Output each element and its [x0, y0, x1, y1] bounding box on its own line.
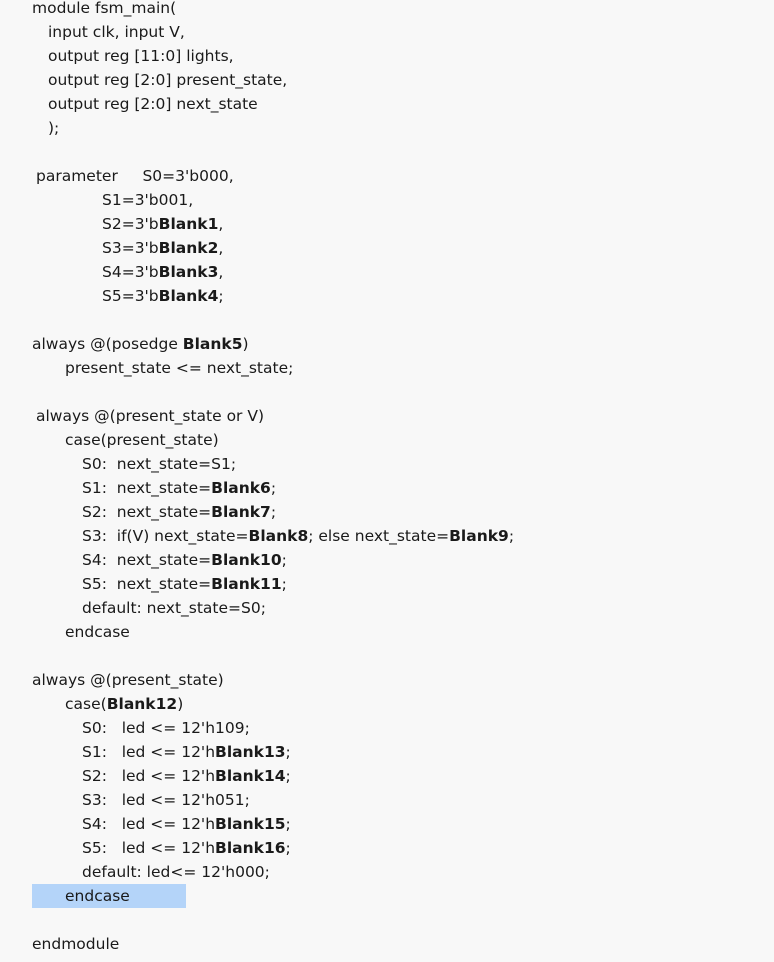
code-token: always @(posedge — [32, 335, 183, 353]
code-token: ; — [285, 767, 291, 785]
code-line-text — [65, 887, 130, 905]
code-line-text — [36, 167, 234, 185]
code-token: ; — [270, 479, 277, 497]
code-token: ; — [281, 551, 287, 569]
code-line[interactable] — [0, 740, 774, 764]
blank-placeholder: Blank15 — [215, 815, 286, 833]
code-token: ; — [285, 743, 291, 761]
code-line[interactable] — [0, 476, 774, 500]
code-line[interactable] — [0, 236, 774, 260]
code-token: S3: if(V) next_state= — [82, 527, 249, 545]
code-token: S3=3'b — [102, 239, 159, 257]
code-line-text — [32, 671, 224, 689]
blank-placeholder: Blank10 — [211, 551, 282, 569]
code-token: output reg [2:0] present_state, — [48, 71, 288, 89]
code-line[interactable] — [0, 284, 774, 308]
code-token: endcase — [65, 623, 130, 641]
code-line[interactable] — [0, 524, 774, 548]
code-line-text — [65, 623, 130, 641]
code-line[interactable] — [0, 260, 774, 284]
code-line-text — [82, 743, 291, 761]
code-token: endcase — [65, 887, 130, 905]
code-line[interactable] — [0, 572, 774, 596]
code-token: ; — [281, 575, 287, 593]
code-token: S5: next_state= — [82, 575, 212, 593]
code-token: S3: led <= 12'h051; — [82, 791, 250, 809]
code-token: endmodule — [32, 935, 120, 953]
code-line-selected[interactable] — [0, 884, 774, 908]
code-line[interactable] — [0, 692, 774, 716]
code-line[interactable] — [0, 380, 774, 404]
blank-placeholder: Blank5 — [182, 335, 243, 353]
code-token: S1: next_state= — [82, 479, 212, 497]
code-token: S5: led <= 12'h — [82, 839, 216, 857]
code-line[interactable] — [0, 164, 774, 188]
code-line[interactable] — [0, 188, 774, 212]
code-line[interactable] — [0, 860, 774, 884]
code-line-text — [102, 215, 223, 233]
code-line-text — [102, 263, 223, 281]
code-line[interactable] — [0, 44, 774, 68]
code-token: S4=3'b — [102, 263, 159, 281]
code-token: output reg [2:0] next_state — [48, 95, 258, 113]
code-line-text — [82, 815, 291, 833]
blank-placeholder: Blank6 — [211, 479, 271, 497]
code-line-text — [82, 839, 291, 857]
code-line[interactable] — [0, 788, 774, 812]
code-token: S4: led <= 12'h — [82, 815, 216, 833]
code-line[interactable] — [0, 668, 774, 692]
blank-placeholder: Blank16 — [215, 839, 286, 857]
code-token: S1: led <= 12'h — [82, 743, 216, 761]
code-token: S2=3'b — [102, 215, 159, 233]
code-line[interactable] — [0, 452, 774, 476]
code-token: default: next_state=S0; — [82, 599, 266, 617]
code-line-text — [48, 47, 234, 65]
code-line[interactable] — [0, 332, 774, 356]
code-token: input clk, input V, — [48, 23, 185, 41]
code-line[interactable] — [0, 68, 774, 92]
code-line-text — [36, 407, 264, 425]
blank-placeholder: Blank4 — [158, 287, 219, 305]
code-line-text — [82, 575, 287, 593]
blank-placeholder: Blank12 — [106, 695, 178, 713]
code-line-text — [82, 551, 287, 569]
code-token: S0: led <= 12'h109; — [82, 719, 250, 737]
blank-placeholder: Blank9 — [449, 527, 509, 545]
code-token: S2: led <= 12'h — [82, 767, 216, 785]
code-token: ; — [218, 287, 224, 305]
code-line-text — [65, 695, 183, 713]
code-token: S2: next_state= — [82, 503, 212, 521]
code-token: default: led<= 12'h000; — [82, 863, 270, 881]
code-token: ; — [285, 815, 291, 833]
code-line[interactable] — [0, 428, 774, 452]
code-line-text — [48, 95, 258, 113]
code-line[interactable] — [0, 812, 774, 836]
code-token: module fsm_main( — [32, 0, 177, 17]
code-line-text — [102, 191, 193, 209]
code-line-text — [82, 791, 250, 809]
blank-placeholder: Blank8 — [248, 527, 309, 545]
code-token: ; — [285, 839, 291, 857]
code-line-text — [48, 119, 59, 137]
code-line[interactable] — [0, 0, 774, 20]
code-line[interactable] — [0, 212, 774, 236]
code-line-text — [48, 71, 287, 89]
code-line[interactable] — [0, 92, 774, 116]
code-line[interactable] — [0, 644, 774, 668]
blank-placeholder: Blank7 — [211, 503, 271, 521]
code-line-text — [82, 455, 236, 473]
code-line[interactable] — [0, 620, 774, 644]
code-line-text — [82, 599, 266, 617]
code-line-text — [102, 287, 224, 305]
code-token: ; else next_state= — [308, 527, 450, 545]
code-token: ; — [508, 527, 515, 545]
code-line-text — [48, 23, 185, 41]
code-token: S0: next_state=S1; — [82, 455, 237, 473]
blank-placeholder: Blank13 — [215, 743, 286, 761]
code-line[interactable] — [0, 932, 774, 956]
code-line[interactable] — [0, 548, 774, 572]
code-line-text — [32, 0, 176, 17]
code-token: S4: next_state= — [82, 551, 212, 569]
code-token: always @(present_state) — [32, 671, 224, 689]
code-token: ; — [270, 503, 277, 521]
blank-placeholder: Blank3 — [158, 263, 219, 281]
blank-placeholder: Blank2 — [158, 239, 219, 257]
code-line-text — [32, 335, 249, 353]
code-token: S1=3'b001, — [102, 191, 194, 209]
code-token: output reg [11:0] lights, — [48, 47, 234, 65]
code-token: ) — [177, 695, 184, 713]
blank-placeholder: Blank14 — [215, 767, 286, 785]
code-token: ) — [242, 335, 249, 353]
code-line-text — [82, 479, 276, 497]
code-line-text — [82, 863, 270, 881]
code-token: , — [218, 215, 224, 233]
code-line[interactable] — [0, 716, 774, 740]
code-line[interactable] — [0, 116, 774, 140]
code-line[interactable] — [0, 140, 774, 164]
code-line[interactable] — [0, 908, 774, 932]
code-line[interactable] — [0, 308, 774, 332]
code-line-text — [82, 527, 514, 545]
code-line-text — [102, 239, 223, 257]
code-line-text — [65, 359, 293, 377]
code-token: always @(present_state or V) — [36, 407, 264, 425]
code-line-text — [82, 719, 250, 737]
code-token: S5=3'b — [102, 287, 159, 305]
code-line-text — [65, 431, 219, 449]
code-token: case(present_state) — [65, 431, 219, 449]
code-line[interactable] — [0, 596, 774, 620]
code-line[interactable] — [0, 356, 774, 380]
code-line[interactable] — [0, 836, 774, 860]
code-token: , — [218, 263, 224, 281]
code-line-text — [82, 767, 291, 785]
code-line[interactable] — [0, 500, 774, 524]
code-line-text — [82, 503, 276, 521]
code-token: case( — [65, 695, 107, 713]
code-token: ); — [48, 119, 60, 137]
code-line[interactable] — [0, 20, 774, 44]
blank-placeholder: Blank11 — [211, 575, 282, 593]
code-token: parameter S0=3'b000, — [36, 167, 234, 185]
code-token: present_state <= next_state; — [65, 359, 294, 377]
blank-placeholder: Blank1 — [158, 215, 219, 233]
code-line[interactable] — [0, 764, 774, 788]
code-token: , — [218, 239, 224, 257]
code-line-text — [32, 935, 119, 953]
code-line[interactable] — [0, 404, 774, 428]
